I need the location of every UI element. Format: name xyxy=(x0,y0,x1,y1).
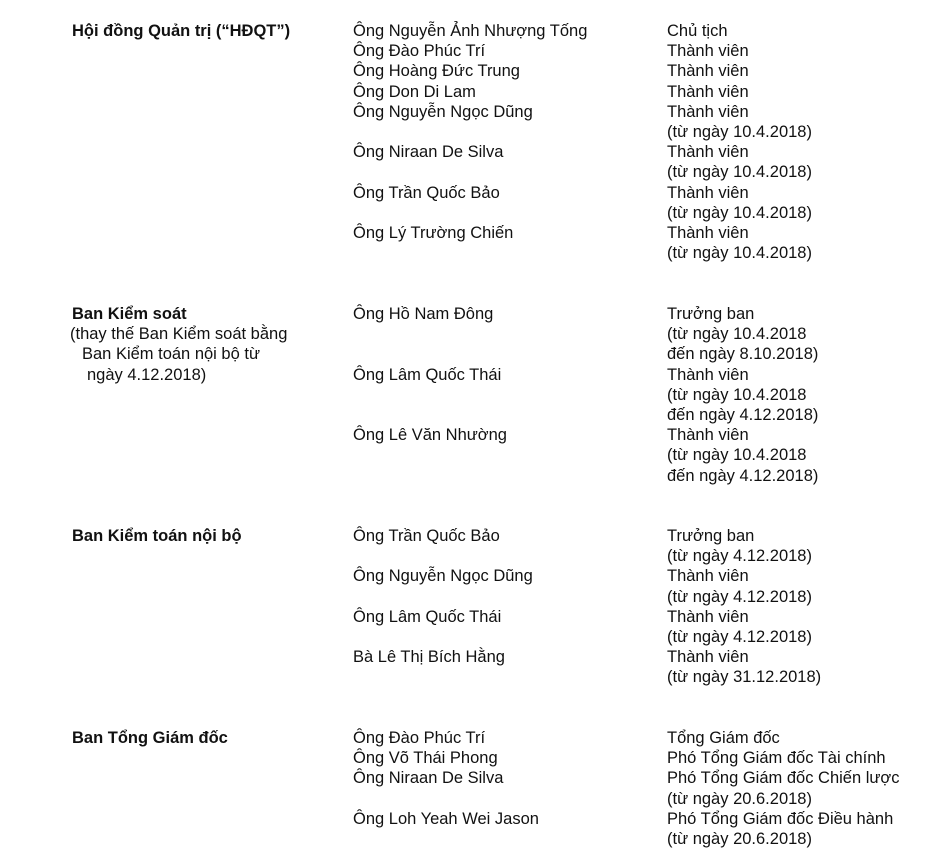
member-role-line: Thành viên xyxy=(667,102,749,121)
member-role-line: Thành viên xyxy=(667,82,749,101)
member-name: Ông Lê Văn Nhường xyxy=(353,426,507,445)
member-name: Ông Trần Quốc Bảo xyxy=(353,183,500,202)
member-role-line: Thành viên xyxy=(667,567,749,586)
section-title: Ban Tổng Giám đốc xyxy=(72,729,228,747)
member-role-line: (từ ngày 10.4.2018 xyxy=(667,385,807,404)
member-role xyxy=(667,223,937,263)
member-name: Ông Loh Yeah Wei Jason xyxy=(353,809,539,828)
member-role-line: Phó Tổng Giám đốc Điều hành xyxy=(667,809,894,828)
section-note-line: ngày 4.12.2018) xyxy=(87,365,207,384)
member-role-line: đến ngày 8.10.2018) xyxy=(667,345,819,364)
member-name: Ông Nguyễn Ngọc Dũng xyxy=(353,102,533,121)
member-role-line: Thành viên xyxy=(667,365,749,384)
member-role-line: Trưởng ban xyxy=(667,305,755,323)
member-role xyxy=(667,647,937,687)
member-role-line: Thành viên xyxy=(667,648,749,667)
member-role xyxy=(667,566,937,606)
member-name: Ông Nguyễn Ngọc Dũng xyxy=(353,567,533,586)
member-name: Ông Lâm Quốc Thái xyxy=(353,365,502,384)
member-name: Ông Nguyễn Ảnh Nhượng Tống xyxy=(353,22,588,40)
member-role-line: Thành viên xyxy=(667,426,749,445)
member-name: Ông Võ Thái Phong xyxy=(353,749,498,768)
member-role xyxy=(667,183,937,223)
member-role-line: (từ ngày 10.4.2018) xyxy=(667,123,812,141)
member-name: Ông Niraan De Silva xyxy=(353,143,504,162)
section-heading xyxy=(72,526,322,546)
member-role-line: (từ ngày 20.6.2018) xyxy=(667,830,812,848)
member-role xyxy=(667,82,937,102)
member-role xyxy=(667,21,937,41)
member-role-line: Thành viên xyxy=(667,183,749,202)
member-name: Ông Hồ Nam Đông xyxy=(353,305,494,323)
member-role xyxy=(667,41,937,61)
member-role-line: (từ ngày 31.12.2018) xyxy=(667,668,822,687)
member-role-line: (từ ngày 4.12.2018) xyxy=(667,547,812,566)
member-name: Ông Trần Quốc Bảo xyxy=(353,527,500,545)
member-role xyxy=(667,526,937,566)
member-role-line: Thành viên xyxy=(667,224,749,242)
member-role xyxy=(667,304,937,365)
member-role xyxy=(667,61,937,81)
member-role-line: (từ ngày 4.12.2018) xyxy=(667,628,812,646)
member-name: Ông Đào Phúc Trí xyxy=(353,729,486,747)
member-role-line: (từ ngày 10.4.2018) xyxy=(667,163,812,182)
member-role-line: Chủ tịch xyxy=(667,22,728,40)
section-title: Ban Kiểm soát xyxy=(72,305,187,323)
section-heading xyxy=(72,21,322,41)
member-role-line: Thành viên xyxy=(667,607,749,626)
member-name: Ông Lý Trường Chiến xyxy=(353,224,514,242)
section-heading xyxy=(72,304,322,385)
member-name: Ông Lâm Quốc Thái xyxy=(353,607,502,626)
member-role xyxy=(667,768,937,808)
member-role-line: (từ ngày 10.4.2018 xyxy=(667,325,807,344)
member-role-line: (từ ngày 10.4.2018) xyxy=(667,203,812,222)
member-role xyxy=(667,809,937,849)
member-name: Ông Hoàng Đức Trung xyxy=(353,62,520,81)
member-role xyxy=(667,365,937,426)
member-role-line: đến ngày 4.12.2018) xyxy=(667,406,819,424)
section-note-line: (thay thế Ban Kiểm soát bằng xyxy=(70,325,288,344)
member-role-line: Phó Tổng Giám đốc Tài chính xyxy=(667,749,886,768)
member-name: Ông Don Di Lam xyxy=(353,82,476,101)
member-role-line: Phó Tổng Giám đốc Chiến lược xyxy=(667,769,900,788)
member-role-line: (từ ngày 4.12.2018) xyxy=(667,587,812,606)
member-role-line: (từ ngày 10.4.2018) xyxy=(667,244,812,263)
member-role xyxy=(667,102,937,142)
member-role-line: Trưởng ban xyxy=(667,527,755,545)
section-note-line: Ban Kiểm toán nội bộ từ xyxy=(82,345,260,364)
member-name: Ông Đào Phúc Trí xyxy=(353,42,486,61)
member-role-line: đến ngày 4.12.2018) xyxy=(667,466,819,485)
member-name: Bà Lê Thị Bích Hằng xyxy=(353,648,505,667)
member-role xyxy=(667,607,937,647)
member-role-line: Thành viên xyxy=(667,62,749,81)
member-name: Ông Niraan De Silva xyxy=(353,769,504,788)
section-title: Ban Kiểm toán nội bộ xyxy=(72,527,242,545)
member-role xyxy=(667,425,937,486)
member-role-line: Thành viên xyxy=(667,143,749,162)
member-role xyxy=(667,748,937,768)
member-role-line: Tổng Giám đốc xyxy=(667,729,780,747)
member-role-line: (từ ngày 10.4.2018 xyxy=(667,446,807,465)
section-title: Hội đồng Quản trị (“HĐQT”) xyxy=(72,22,291,40)
member-role-line: Thành viên xyxy=(667,42,749,61)
member-role xyxy=(667,142,937,182)
member-role-line: (từ ngày 20.6.2018) xyxy=(667,789,812,808)
section-heading xyxy=(72,728,322,748)
member-role xyxy=(667,728,937,748)
